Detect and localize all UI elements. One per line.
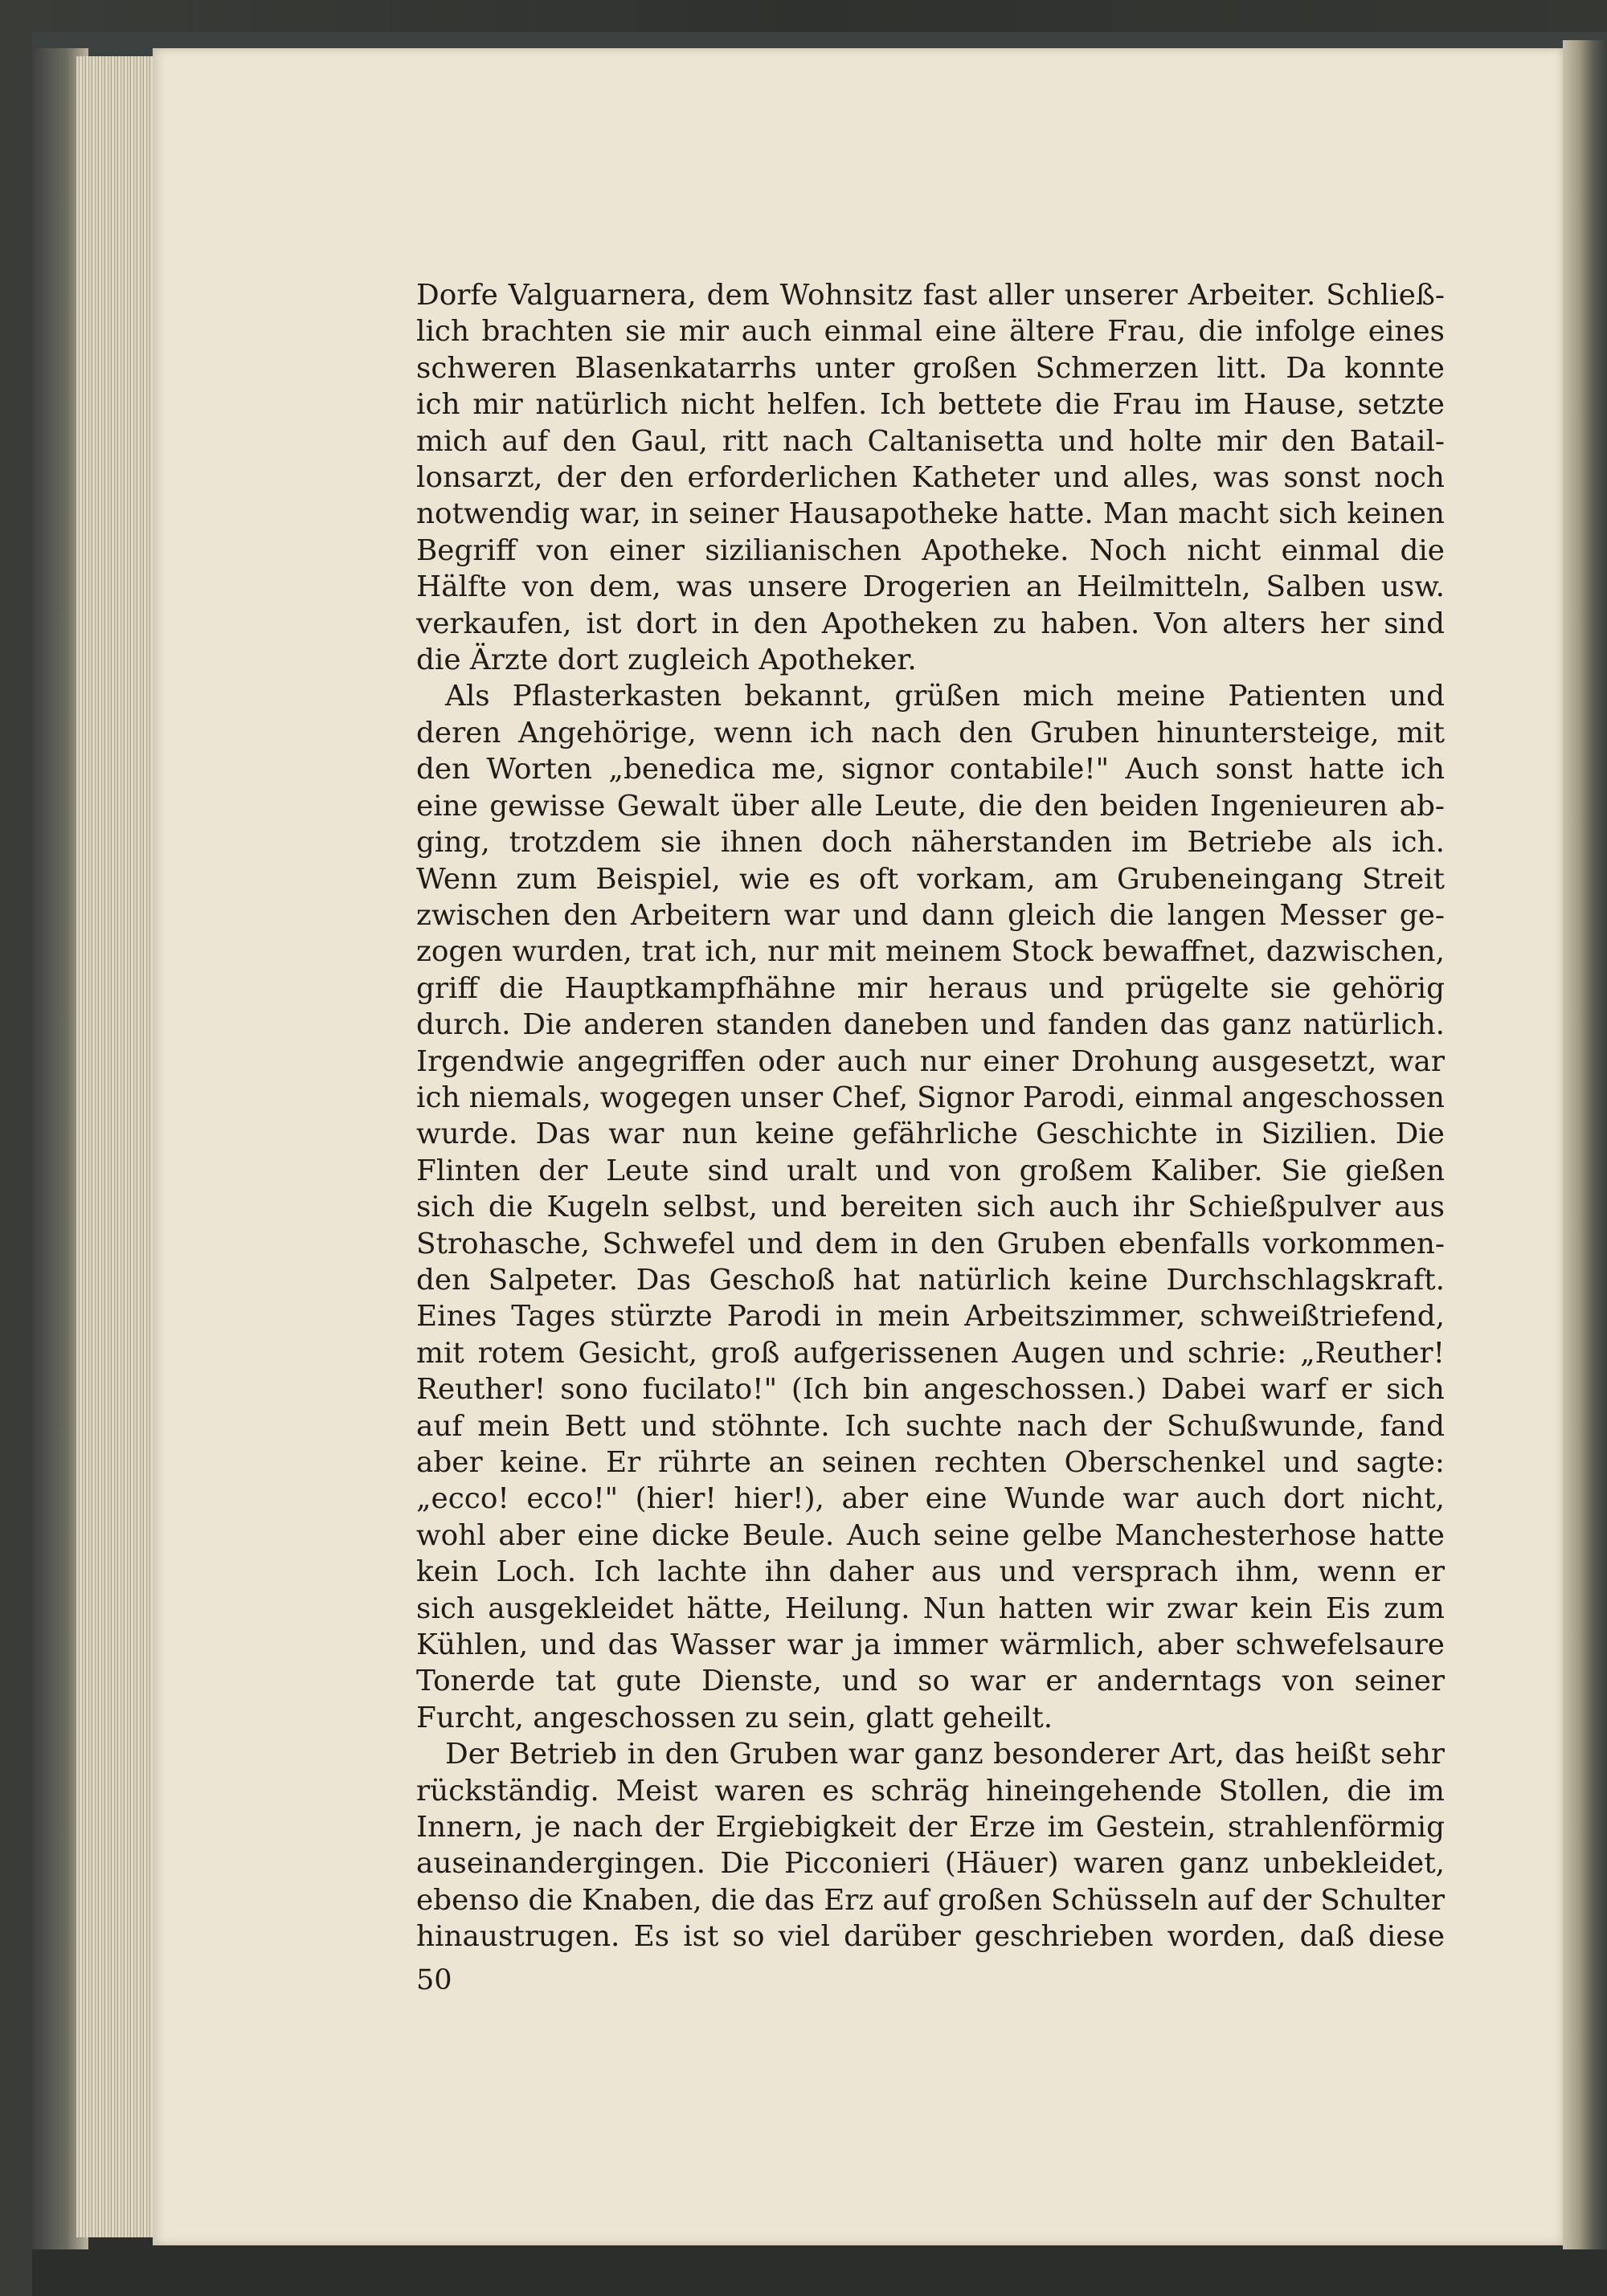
text-line: mich auf den Gaul, ritt nach Caltanisetta und holte mir den Batail-	[416, 424, 1445, 458]
paragraph	[416, 277, 1445, 678]
text-line: lonsarzt, der den erforderlichen Katheter und alles, was sonst noch	[416, 461, 1445, 495]
text-line: lich brachten sie mir auch einmal eine ältere Frau, die infolge eines	[416, 315, 1445, 349]
paragraph	[416, 678, 1445, 1736]
text-line: die Ärzte dort zugleich Apotheker.	[416, 643, 917, 677]
text-line: Eines Tages stürzte Parodi in mein Arbeitszimmer, schweißtriefend,	[416, 1300, 1445, 1334]
text-line: ich mir natürlich nicht helfen. Ich bettete die Frau im Hause, setzte	[416, 388, 1445, 422]
text-line: notwendig war, in seiner Hausapotheke hatte. Man macht sich keinen	[416, 497, 1445, 531]
text-line: durch. Die anderen standen daneben und fanden das ganz natürlich.	[416, 1008, 1445, 1042]
text-line: Reuther! sono fucilato!" (Ich bin angeschossen.) Dabei warf er sich	[416, 1373, 1445, 1407]
body-text	[416, 277, 1445, 1955]
text-line: wohl aber eine dicke Beule. Auch seine gelbe Manchesterhose hatte	[416, 1518, 1445, 1552]
text-line: Furcht, angeschossen zu sein, glatt geheilt.	[416, 1701, 1053, 1734]
text-line: Begriff von einer sizilianischen Apotheke. Noch nicht einmal die	[416, 533, 1445, 567]
text-line: Kühlen, und das Wasser war ja immer wärmlich, aber schwefelsaure	[416, 1628, 1445, 1662]
text-line: „ecco! ecco!" (hier! hier!), aber eine Wunde war auch dort nicht,	[416, 1482, 1445, 1516]
paragraph	[416, 1736, 1445, 1955]
text-line: zwischen den Arbeitern war und dann gleich die langen Messer ge-	[416, 898, 1445, 932]
text-line: Als Pflasterkasten bekannt, grüßen mich meine Patienten und	[445, 680, 1445, 713]
text-line: Strohasche, Schwefel und dem in den Gruben ebenfalls vorkommen-	[416, 1227, 1445, 1260]
text-line: Wenn zum Beispiel, wie es oft vorkam, am Grubeneingang Streit	[416, 862, 1445, 896]
text-line: Dorfe Valguarnera, dem Wohnsitz fast aller unserer Arbeiter. Schließ-	[416, 279, 1445, 312]
text-line: zogen wurden, trat ich, nur mit meinem Stock bewaffnet, dazwischen,	[416, 935, 1445, 969]
text-line: Tonerde tat gute Dienste, und so war er anderntags von seiner	[416, 1665, 1445, 1698]
text-line: Innern, je nach der Ergiebigkeit der Erze im Gestein, strahlenförmig	[416, 1811, 1445, 1845]
text-line: griff die Hauptkampfhähne mir heraus und prügelte sie gehörig	[416, 971, 1445, 1005]
text-line: eine gewisse Gewalt über alle Leute, die den beiden Ingenieuren ab-	[416, 789, 1445, 823]
text-line: den Salpeter. Das Geschoß hat natürlich keine Durchschlagskraft.	[416, 1263, 1445, 1297]
text-line: ich niemals, wogegen unser Chef, Signor Parodi, einmal angeschossen	[416, 1081, 1445, 1114]
text-line: verkaufen, ist dort in den Apotheken zu haben. Von alters her sind	[416, 607, 1445, 640]
text-line: deren Angehörige, wenn ich nach den Gruben hinuntersteige, mit	[416, 716, 1445, 750]
text-line: ebenso die Knaben, die das Erz auf großen Schüsseln auf der Schulter	[416, 1883, 1445, 1917]
text-line: schweren Blasenkatarrhs unter großen Schmerzen litt. Da konnte	[416, 351, 1445, 385]
right-page-edge	[1563, 40, 1607, 2249]
page-edges	[76, 56, 165, 2237]
text-line: mit rotem Gesicht, groß aufgerissenen Augen und schrie: „Reuther!	[416, 1336, 1445, 1370]
page-number: 50	[416, 1964, 452, 1996]
text-line: hinaustrugen. Es ist so viel darüber geschrieben worden, daß diese	[416, 1920, 1445, 1954]
text-line: ging, trotzdem sie ihnen doch näherstanden im Betriebe als ich.	[416, 826, 1445, 860]
text-line: aber keine. Er rührte an seinen rechten Oberschenkel und sagte:	[416, 1446, 1445, 1479]
text-line: auf mein Bett und stöhnte. Ich suchte nach der Schußwunde, fand	[416, 1409, 1445, 1443]
text-line: wurde. Das war nun keine gefährliche Geschichte in Sizilien. Die	[416, 1117, 1445, 1151]
text-line: rückständig. Meist waren es schräg hineingehende Stollen, die im	[416, 1774, 1445, 1808]
text-line: Irgendwie angegriffen oder auch nur einer Drohung ausgesetzt, war	[416, 1044, 1445, 1078]
text-line: sich ausgekleidet hätte, Heilung. Nun hatten wir zwar kein Eis zum	[416, 1591, 1445, 1625]
text-line: kein Loch. Ich lachte ihn daher aus und versprach ihm, wenn er	[416, 1555, 1445, 1589]
text-line: auseinandergingen. Die Picconieri (Häuer) waren ganz unbekleidet,	[416, 1847, 1445, 1881]
text-line: den Worten „benedica me, signor contabile!" Auch sonst hatte ich	[416, 753, 1445, 786]
text-line: Der Betrieb in den Gruben war ganz besonderer Art, das heißt sehr	[445, 1738, 1445, 1771]
text-line: Flinten der Leute sind uralt und von großem Kaliber. Sie gießen	[416, 1154, 1445, 1187]
text-line: sich die Kugeln selbst, und bereiten sich auch ihr Schießpulver aus	[416, 1191, 1445, 1224]
text-line: Hälfte von dem, was unsere Drogerien an Heilmitteln, Salben usw.	[416, 570, 1445, 604]
